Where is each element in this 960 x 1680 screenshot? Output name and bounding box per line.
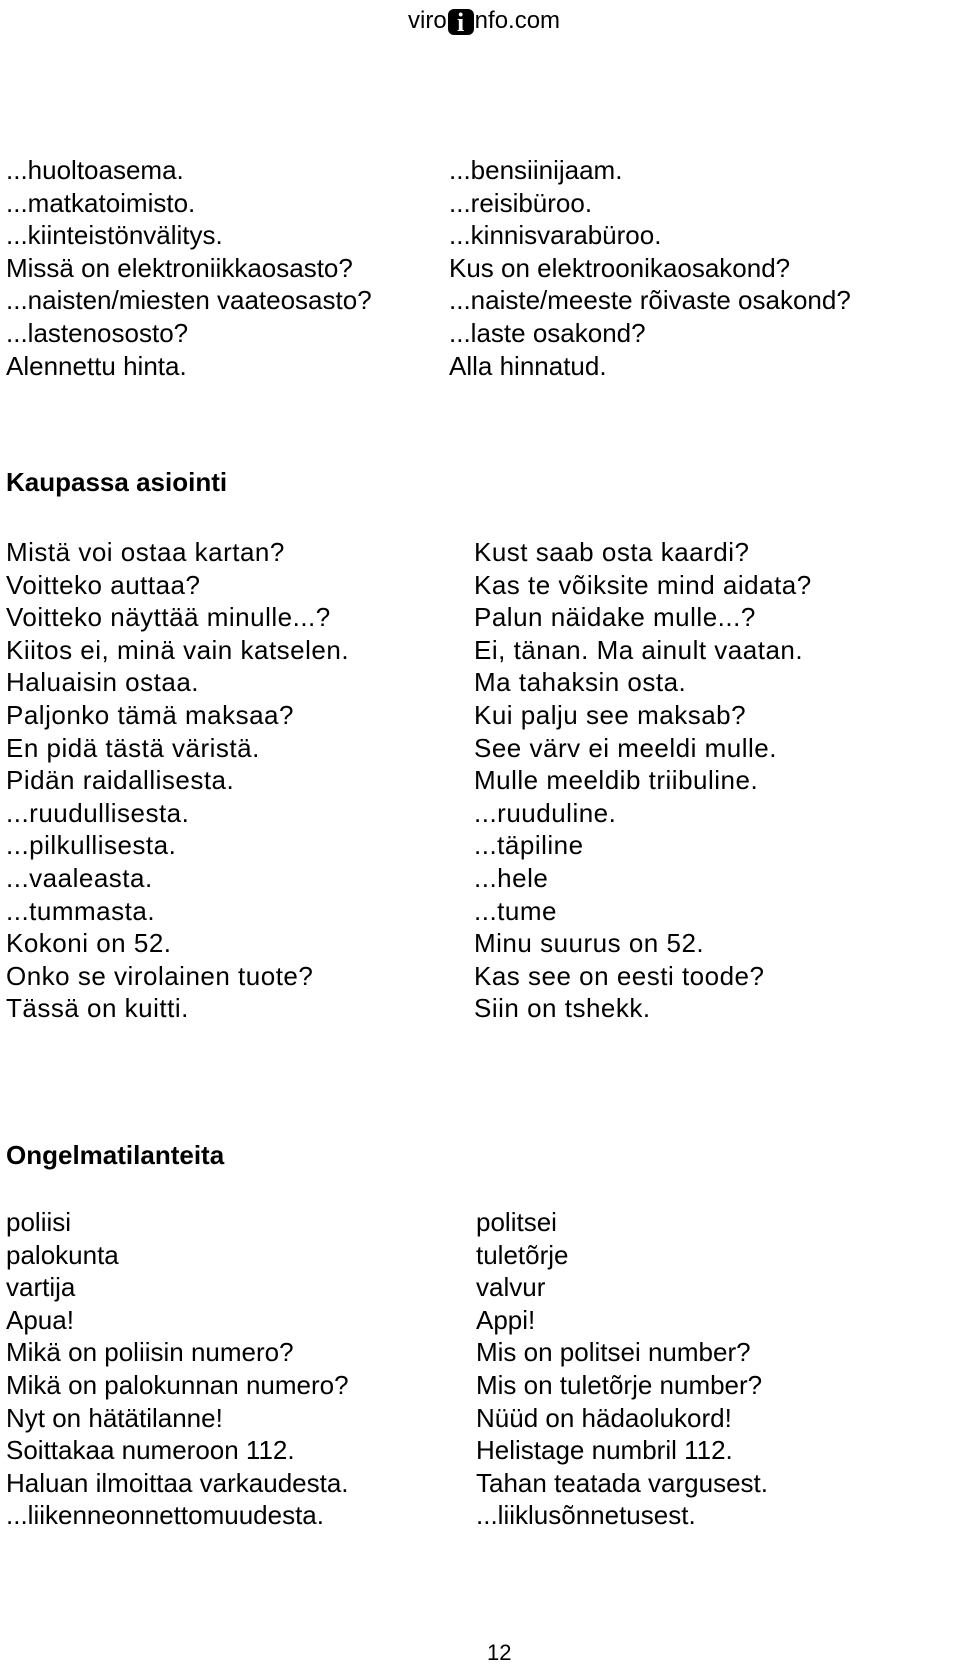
phrase-estonian: ...ruuduline. (474, 797, 617, 828)
phrase-finnish: ...matkatoimisto. (6, 187, 196, 218)
phrase-finnish: Mistä voi ostaa kartan? (6, 537, 285, 567)
phrase-finnish: En pidä tästä väristä. (6, 732, 260, 763)
intro-finnish-list (6, 154, 372, 382)
phrase-estonian: Helistage numbril 112. (476, 1435, 733, 1466)
phrase-estonian: See värv ei meeldi mulle. (474, 732, 777, 763)
phrase-estonian: Appi! (476, 1304, 536, 1335)
site-logo (408, 6, 560, 36)
phrase-estonian: Ma tahaksin osta. (474, 667, 687, 698)
phrase-finnish: ...lastenososto? (6, 317, 189, 348)
phrase-estonian: Kui palju see maksab? (474, 699, 747, 730)
phrase-estonian: ...kinnisvarabüroo. (449, 220, 662, 251)
phrase-finnish: Mikä on poliisin numero? (6, 1337, 294, 1368)
phrase-finnish: ...liikenneonnettomuudesta. (6, 1500, 324, 1531)
phrase-finnish: Haluan ilmoittaa varkaudesta. (6, 1467, 349, 1498)
phrase-finnish: Voitteko auttaa? (6, 569, 201, 600)
section-heading-problems: Ongelmatilanteita (6, 1140, 225, 1170)
phrase-estonian: Nüüd on hädaolukord! (476, 1402, 732, 1433)
phrase-estonian: Siin on tshekk. (474, 993, 651, 1024)
phrase-estonian: Mis on tuletõrje number? (476, 1369, 763, 1400)
phrase-finnish: Voitteko näyttää minulle...? (6, 602, 331, 633)
phrase-finnish: ...vaaleasta. (6, 862, 153, 893)
shopping-estonian-list (474, 536, 812, 1025)
logo-prefix: viro (408, 7, 447, 34)
phrase-estonian: ...reisibüroo. (449, 187, 593, 218)
problems-finnish-list (6, 1206, 349, 1532)
phrase-estonian: Palun näidake mulle...? (474, 602, 756, 633)
phrase-estonian: Kus on elektroonikaosakond? (449, 252, 791, 283)
problems-estonian-list (476, 1206, 768, 1532)
phrase-finnish: ...ruudullisesta. (6, 797, 190, 828)
phrase-finnish: ...tummasta. (6, 895, 156, 926)
phrase-estonian: Tahan teatada vargusest. (476, 1467, 768, 1498)
phrase-estonian: ...tume (474, 895, 557, 926)
phrase-finnish: Apua! (6, 1304, 74, 1335)
phrase-finnish: Pidän raidallisesta. (6, 765, 235, 796)
page-number: 12 (487, 1640, 512, 1665)
phrase-finnish: Onko se virolainen tuote? (6, 960, 314, 991)
phrase-estonian: ...laste osakond? (449, 317, 646, 348)
phrase-finnish: ...naisten/miesten vaateosasto? (6, 285, 372, 316)
phrase-finnish: palokunta (6, 1239, 119, 1270)
phrase-finnish: Tässä on kuitti. (6, 993, 189, 1024)
phrase-estonian: tuletõrje (476, 1239, 569, 1270)
phrase-finnish: poliisi (6, 1207, 72, 1237)
phrase-estonian: ...liiklusõnnetusest. (476, 1500, 696, 1531)
shopping-finnish-list (6, 536, 349, 1025)
phrase-finnish: vartija (6, 1272, 76, 1303)
phrase-estonian: Mis on politsei number? (476, 1337, 751, 1368)
phrase-finnish: ...huoltoasema. (6, 155, 184, 185)
phrase-finnish: Missä on elektroniikkaosasto? (6, 252, 353, 283)
phrase-estonian: Kust saab osta kaardi? (474, 537, 750, 567)
logo-suffix: nfo.com (474, 7, 561, 34)
phrase-estonian: ...hele (474, 862, 549, 893)
phrase-finnish: Kiitos ei, minä vain katselen. (6, 634, 350, 665)
section-heading-shopping: Kaupassa asiointi (6, 467, 228, 497)
phrase-estonian: Alla hinnatud. (449, 350, 607, 381)
phrase-finnish: ...kiinteistönvälitys. (6, 220, 223, 251)
phrase-estonian: valvur (476, 1272, 546, 1303)
phrase-finnish: Nyt on hätätilanne! (6, 1402, 223, 1433)
phrase-estonian: ...naiste/meeste rõivaste osakond? (449, 285, 851, 316)
phrase-estonian: ...bensiinijaam. (449, 155, 623, 185)
intro-estonian-list (449, 154, 851, 382)
phrase-estonian: Minu suurus on 52. (474, 928, 705, 959)
phrase-estonian: Ei, tänan. Ma ainult vaatan. (474, 634, 804, 665)
phrase-finnish: Kokoni on 52. (6, 928, 172, 959)
phrase-finnish: Soittakaa numeroon 112. (6, 1435, 295, 1466)
phrase-finnish: Haluaisin ostaa. (6, 667, 199, 698)
phrase-finnish: Paljonko tämä maksaa? (6, 699, 294, 730)
phrase-estonian: politsei (476, 1207, 557, 1237)
phrase-estonian: Kas see on eesti toode? (474, 960, 765, 991)
phrase-estonian: Kas te võiksite mind aidata? (474, 569, 812, 600)
phrase-estonian: ...täpiline (474, 830, 584, 861)
phrase-estonian: Mulle meeldib triibuline. (474, 765, 759, 796)
phrase-finnish: Mikä on palokunnan numero? (6, 1369, 349, 1400)
phrase-finnish: Alennettu hinta. (6, 350, 187, 381)
phrase-finnish: ...pilkullisesta. (6, 830, 177, 861)
info-icon: i (448, 9, 474, 35)
